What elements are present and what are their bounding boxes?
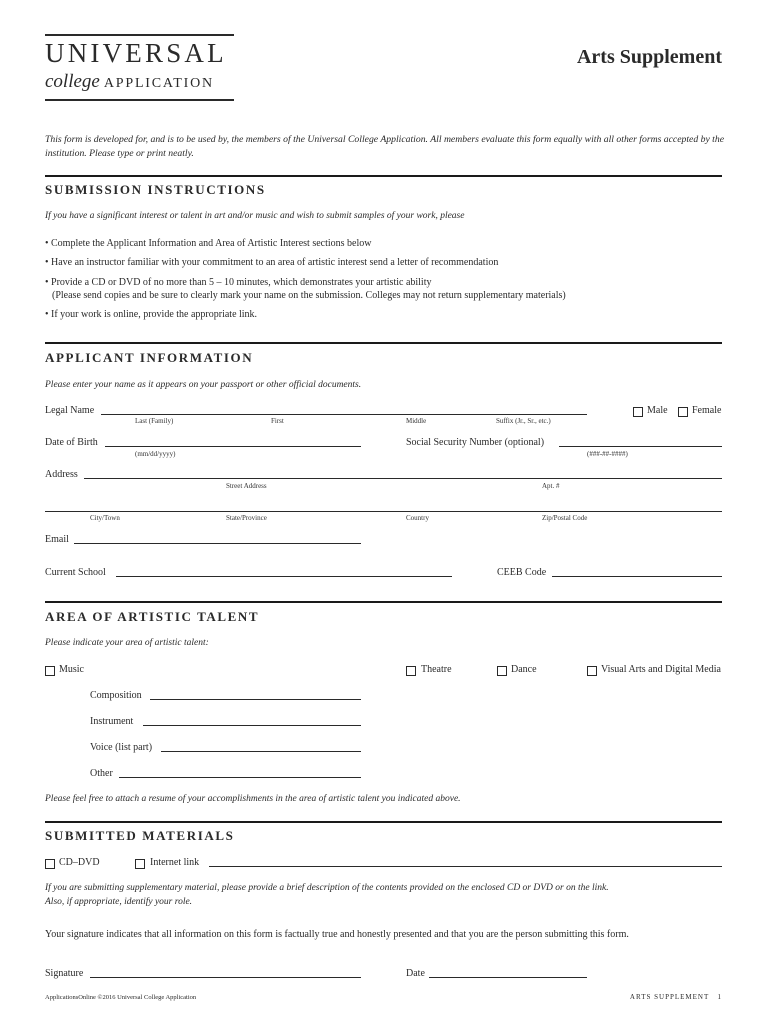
footer-section-name: ARTS SUPPLEMENT bbox=[629, 993, 710, 1001]
logo-universal: UNIVERSAL bbox=[45, 38, 227, 68]
country-caption: Country bbox=[406, 514, 429, 522]
logo-college: college bbox=[45, 71, 100, 92]
city-caption: City/Town bbox=[90, 514, 120, 522]
submission-heading: SUBMISSION INSTRUCTIONS bbox=[45, 182, 266, 197]
instrument-field[interactable] bbox=[143, 725, 361, 726]
materials-note-1: If you are submitting supplementary material, please provide a brief description of the contents provided on the enclosed CD or DVD or on the link. bbox=[45, 883, 609, 893]
date-field[interactable] bbox=[429, 977, 587, 978]
bullet-4: • If your work is online, provide the appropriate link. bbox=[45, 309, 258, 320]
intro-text: This form is developed for, and is to be used by, the members of the Universal College Application. All members evaluate this form equally with all other forms accepted by the institution. Please type or print neatly. bbox=[45, 134, 725, 159]
cd-dvd-checkbox[interactable] bbox=[45, 859, 55, 869]
ssn-caption: (###-##-####) bbox=[587, 450, 628, 458]
applicant-note: Please enter your name as it appears on your passport or other official documents. bbox=[45, 380, 362, 390]
male-label: Male bbox=[647, 405, 668, 416]
theatre-label: Theatre bbox=[421, 664, 452, 675]
applicant-heading: APPLICANT INFORMATION bbox=[45, 350, 254, 365]
logo-college-application bbox=[45, 70, 214, 96]
resume-note: Please feel free to attach a resume of your accomplishments in the area of artistic talent you indicated above. bbox=[45, 794, 461, 804]
instrument-label: Instrument bbox=[90, 716, 134, 727]
applicant-rule bbox=[45, 342, 722, 344]
middle-name-caption: Middle bbox=[406, 417, 427, 425]
internet-link-checkbox[interactable] bbox=[135, 859, 145, 869]
dob-caption: (mm/dd/yyyy) bbox=[135, 450, 176, 458]
female-label: Female bbox=[692, 405, 722, 416]
footer-page-label bbox=[630, 993, 722, 1001]
logo-application: APPLICATION bbox=[103, 76, 214, 91]
ceeb-label: CEEB Code bbox=[497, 567, 547, 578]
male-checkbox[interactable] bbox=[633, 407, 643, 417]
composition-label: Composition bbox=[90, 690, 142, 701]
submission-rule bbox=[45, 175, 722, 177]
submission-note: If you have a significant interest or talent in art and/or music and wish to submit samples of your work, please bbox=[45, 211, 465, 221]
street-caption: Street Address bbox=[226, 482, 267, 490]
theatre-checkbox[interactable] bbox=[406, 666, 416, 676]
bullet-3-detail: (Please send copies and be sure to clearly mark your name on the submission. Colleges may not return supplementary materials) bbox=[52, 290, 566, 301]
date-label: Date bbox=[406, 968, 425, 979]
school-label: Current School bbox=[45, 567, 106, 578]
page-title: Arts Supplement bbox=[576, 46, 722, 68]
ssn-field[interactable] bbox=[559, 446, 722, 447]
other-label: Other bbox=[90, 768, 113, 779]
music-label: Music bbox=[59, 664, 84, 675]
voice-field[interactable] bbox=[161, 751, 361, 752]
bullet-3: • Provide a CD or DVD of no more than 5 – 10 minutes, which demonstrates your artistic ability bbox=[45, 277, 432, 288]
internet-link-label: Internet link bbox=[150, 857, 200, 868]
visual-arts-checkbox[interactable] bbox=[587, 666, 597, 676]
materials-note-2: Also, if appropriate, identify your role. bbox=[45, 897, 193, 907]
legal-name-field[interactable] bbox=[101, 414, 587, 415]
address-label: Address bbox=[45, 469, 78, 480]
talent-note: Please indicate your area of artistic talent: bbox=[45, 638, 209, 648]
female-checkbox[interactable] bbox=[678, 407, 688, 417]
legal-name-label: Legal Name bbox=[45, 405, 95, 416]
bullet-1: • Complete the Applicant Information and Area of Artistic Interest sections below bbox=[45, 238, 372, 249]
talent-heading: AREA OF ARTISTIC TALENT bbox=[45, 609, 260, 624]
school-field[interactable] bbox=[116, 576, 452, 577]
suffix-caption: Suffix (Jr., Sr., etc.) bbox=[496, 417, 551, 425]
address-city-field[interactable] bbox=[45, 511, 722, 512]
ceeb-field[interactable] bbox=[552, 576, 722, 577]
dance-checkbox[interactable] bbox=[497, 666, 507, 676]
email-field[interactable] bbox=[74, 543, 361, 544]
cd-dvd-label: CD–DVD bbox=[59, 857, 100, 868]
voice-label: Voice (list part) bbox=[90, 742, 153, 753]
address-street-field[interactable] bbox=[84, 478, 722, 479]
signature-statement: Your signature indicates that all information on this form is factually true and honestly presented and that you are the person submitting this form. bbox=[45, 929, 629, 940]
email-label: Email bbox=[45, 534, 69, 545]
logo-bottom-rule bbox=[45, 99, 234, 101]
page-number: 1 bbox=[717, 993, 722, 1001]
footer-copyright: ApplicationsOnline ©2016 Universal College Application bbox=[45, 994, 197, 1001]
last-name-caption: Last (Family) bbox=[135, 417, 174, 425]
dob-label: Date of Birth bbox=[45, 437, 98, 448]
materials-rule bbox=[45, 821, 722, 823]
bullet-2: • Have an instructor familiar with your commitment to an area of artistic interest send a letter of recommendation bbox=[45, 257, 499, 268]
other-field[interactable] bbox=[119, 777, 361, 778]
talent-rule bbox=[45, 601, 722, 603]
visual-arts-label: Visual Arts and Digital Media bbox=[601, 664, 721, 675]
signature-field[interactable] bbox=[90, 977, 361, 978]
composition-field[interactable] bbox=[150, 699, 361, 700]
internet-link-field[interactable] bbox=[209, 866, 722, 867]
dance-label: Dance bbox=[511, 664, 537, 675]
state-caption: State/Province bbox=[226, 514, 267, 522]
logo-top-rule bbox=[45, 34, 234, 36]
dob-field[interactable] bbox=[105, 446, 361, 447]
music-checkbox[interactable] bbox=[45, 666, 55, 676]
signature-label: Signature bbox=[45, 968, 84, 979]
zip-caption: Zip/Postal Code bbox=[542, 514, 588, 522]
ssn-label: Social Security Number (optional) bbox=[406, 437, 545, 448]
apt-caption: Apt. # bbox=[542, 482, 560, 490]
first-name-caption: First bbox=[271, 417, 284, 425]
materials-heading: SUBMITTED MATERIALS bbox=[45, 828, 235, 843]
